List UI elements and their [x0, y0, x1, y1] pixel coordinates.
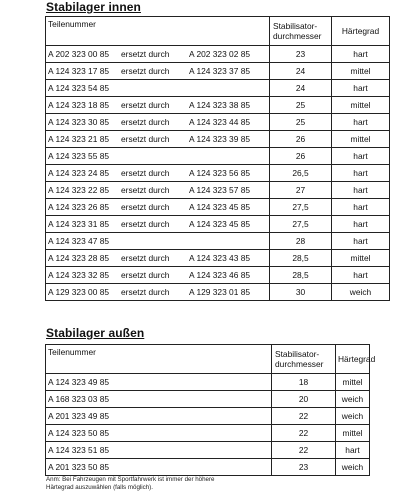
table-row [46, 442, 370, 459]
part-number: A 124 323 47 85 [48, 236, 110, 246]
diameter-cell: 28,5 [270, 250, 332, 267]
replaced-by-label: ersetzt durch [121, 270, 170, 280]
part-number-cell: A 124 323 51 85 [46, 442, 272, 459]
part-number-cell [46, 216, 270, 233]
replaced-by-label: ersetzt durch [121, 134, 170, 144]
replacement-part-number: A 124 323 39 85 [189, 134, 251, 144]
table-row [46, 459, 370, 476]
part-number-cell [46, 199, 270, 216]
hardness-cell: hart [332, 165, 390, 182]
hardness-cell: mittel [332, 97, 390, 114]
replaced-by-label: ersetzt durch [121, 117, 170, 127]
hardness-cell: weich [336, 408, 370, 425]
replacement-part-number: A 124 323 44 85 [189, 117, 251, 127]
table-row [46, 63, 390, 80]
table-row [46, 148, 390, 165]
part-number-cell: A 124 323 49 85 [46, 374, 272, 391]
column-header-diameter [270, 17, 332, 46]
part-number-cell [46, 131, 270, 148]
diameter-cell: 23 [272, 459, 336, 476]
table-row [46, 250, 390, 267]
part-number-cell [46, 97, 270, 114]
diameter-cell: 26 [270, 131, 332, 148]
part-number-cell: A 201 323 49 85 [46, 408, 272, 425]
table-row [46, 182, 390, 199]
table-row [46, 216, 390, 233]
replacement-part-number: A 124 323 43 85 [189, 253, 251, 263]
part-number: A 124 323 21 85 [48, 134, 110, 144]
replacement-part-number: A 124 323 56 85 [189, 168, 251, 178]
part-number-cell [46, 148, 270, 165]
part-number: A 124 323 55 85 [48, 151, 110, 161]
footnote [46, 476, 346, 492]
table-row [46, 408, 370, 425]
replaced-by-label: ersetzt durch [121, 168, 170, 178]
part-number: A 124 323 26 85 [48, 202, 110, 212]
part-number: A 124 323 17 85 [48, 66, 110, 76]
table-row [46, 199, 390, 216]
hardness-cell: hart [332, 216, 390, 233]
hardness-cell: mittel [336, 425, 370, 442]
hardness-cell: hart [332, 233, 390, 250]
table-row [46, 267, 390, 284]
table-row [46, 374, 370, 391]
diameter-cell: 25 [270, 97, 332, 114]
table-row [46, 114, 390, 131]
part-number: A 124 323 54 85 [48, 83, 110, 93]
replacement-part-number: A 129 323 01 85 [189, 287, 251, 297]
replaced-by-label: ersetzt durch [121, 185, 170, 195]
part-number-cell [46, 46, 270, 63]
table-row [46, 284, 390, 301]
hardness-cell: hart [332, 80, 390, 97]
diameter-cell: 25 [270, 114, 332, 131]
table-row [46, 97, 390, 114]
hardness-cell: hart [332, 114, 390, 131]
replaced-by-label: ersetzt durch [121, 202, 170, 212]
table-row [46, 165, 390, 182]
part-number-cell: A 124 323 50 85 [46, 425, 272, 442]
column-header-diameter-line2: durchmesser [273, 31, 322, 41]
hardness-cell: hart [336, 442, 370, 459]
column-header-part-number: Teilenummer [46, 345, 272, 374]
part-number-cell [46, 284, 270, 301]
footnote-line-2: Härtegrad auszuwählen (falls möglich). [46, 484, 153, 491]
replaced-by-label: ersetzt durch [121, 66, 170, 76]
part-number: A 124 323 28 85 [48, 253, 110, 263]
table-header-row [46, 17, 390, 46]
diameter-cell: 30 [270, 284, 332, 301]
diameter-cell: 27,5 [270, 199, 332, 216]
replaced-by-label: ersetzt durch [121, 287, 170, 297]
table-row [46, 131, 390, 148]
column-header-hardness: Härtegrad [336, 345, 370, 374]
replacement-part-number: A 124 323 46 85 [189, 270, 251, 280]
section-title-inner: Stabilager innen [46, 0, 141, 14]
replaced-by-label: ersetzt durch [121, 219, 170, 229]
diameter-cell: 28,5 [270, 267, 332, 284]
part-number-cell: A 201 323 50 85 [46, 459, 272, 476]
diameter-cell: 22 [272, 442, 336, 459]
part-number-cell [46, 165, 270, 182]
hardness-cell: mittel [332, 250, 390, 267]
replacement-part-number: A 124 323 45 85 [189, 202, 251, 212]
replacement-part-number: A 202 323 02 85 [189, 49, 251, 59]
replacement-part-number: A 124 323 37 85 [189, 66, 251, 76]
footnote-line-1: Anm: Bei Fahrzeugen mit Sportfahrwerk ist immer der höhere [46, 476, 215, 483]
diameter-cell: 26 [270, 148, 332, 165]
hardness-cell: weich [336, 459, 370, 476]
replacement-part-number: A 124 323 57 85 [189, 185, 251, 195]
diameter-cell: 22 [272, 408, 336, 425]
replacement-part-number: A 124 323 38 85 [189, 100, 251, 110]
table-row [46, 425, 370, 442]
replaced-by-label: ersetzt durch [121, 253, 170, 263]
table-row [46, 391, 370, 408]
column-header-diameter-line1: Stabilisator- [275, 349, 320, 359]
part-number-cell [46, 250, 270, 267]
part-number: A 129 323 00 85 [48, 287, 110, 297]
part-number-cell: A 168 323 03 85 [46, 391, 272, 408]
table-row [46, 233, 390, 250]
inner-bushings-table [45, 16, 390, 301]
hardness-cell: hart [332, 148, 390, 165]
part-number: A 124 323 31 85 [48, 219, 110, 229]
diameter-cell: 20 [272, 391, 336, 408]
hardness-cell: weich [332, 284, 390, 301]
part-number: A 124 323 30 85 [48, 117, 110, 127]
part-number: A 124 323 22 85 [48, 185, 110, 195]
part-number-cell [46, 233, 270, 250]
hardness-cell: hart [332, 199, 390, 216]
replaced-by-label: ersetzt durch [121, 100, 170, 110]
hardness-cell: hart [332, 182, 390, 199]
hardness-cell: hart [332, 46, 390, 63]
hardness-cell: hart [332, 267, 390, 284]
diameter-cell: 26,5 [270, 165, 332, 182]
part-number: A 124 323 18 85 [48, 100, 110, 110]
column-header-part-number: Teilenummer [46, 17, 270, 46]
column-header-diameter-line1: Stabilisator- [273, 21, 318, 31]
outer-bushings-table [45, 344, 376, 476]
diameter-cell: 24 [270, 63, 332, 80]
replaced-by-label: ersetzt durch [121, 49, 170, 59]
part-number-cell [46, 63, 270, 80]
table-header-row [46, 345, 370, 374]
diameter-cell: 27,5 [270, 216, 332, 233]
column-header-diameter [272, 345, 336, 374]
hardness-cell: weich [336, 391, 370, 408]
diameter-cell: 18 [272, 374, 336, 391]
hardness-cell: mittel [332, 63, 390, 80]
table-row [46, 80, 390, 97]
diameter-cell: 23 [270, 46, 332, 63]
part-number: A 124 323 24 85 [48, 168, 110, 178]
part-number-cell [46, 182, 270, 199]
hardness-cell: mittel [336, 374, 370, 391]
part-number-cell [46, 80, 270, 97]
column-header-hardness: Härtegrad [332, 17, 390, 46]
replacement-part-number: A 124 323 45 85 [189, 219, 251, 229]
part-number: A 202 323 00 85 [48, 49, 110, 59]
column-header-diameter-line2: durchmesser [275, 359, 324, 369]
diameter-cell: 28 [270, 233, 332, 250]
diameter-cell: 27 [270, 182, 332, 199]
diameter-cell: 22 [272, 425, 336, 442]
part-number: A 124 323 32 85 [48, 270, 110, 280]
part-number-cell [46, 114, 270, 131]
diameter-cell: 24 [270, 80, 332, 97]
hardness-cell: mittel [332, 131, 390, 148]
section-title-outer: Stabilager außen [46, 326, 145, 340]
table-row [46, 46, 390, 63]
part-number-cell [46, 267, 270, 284]
